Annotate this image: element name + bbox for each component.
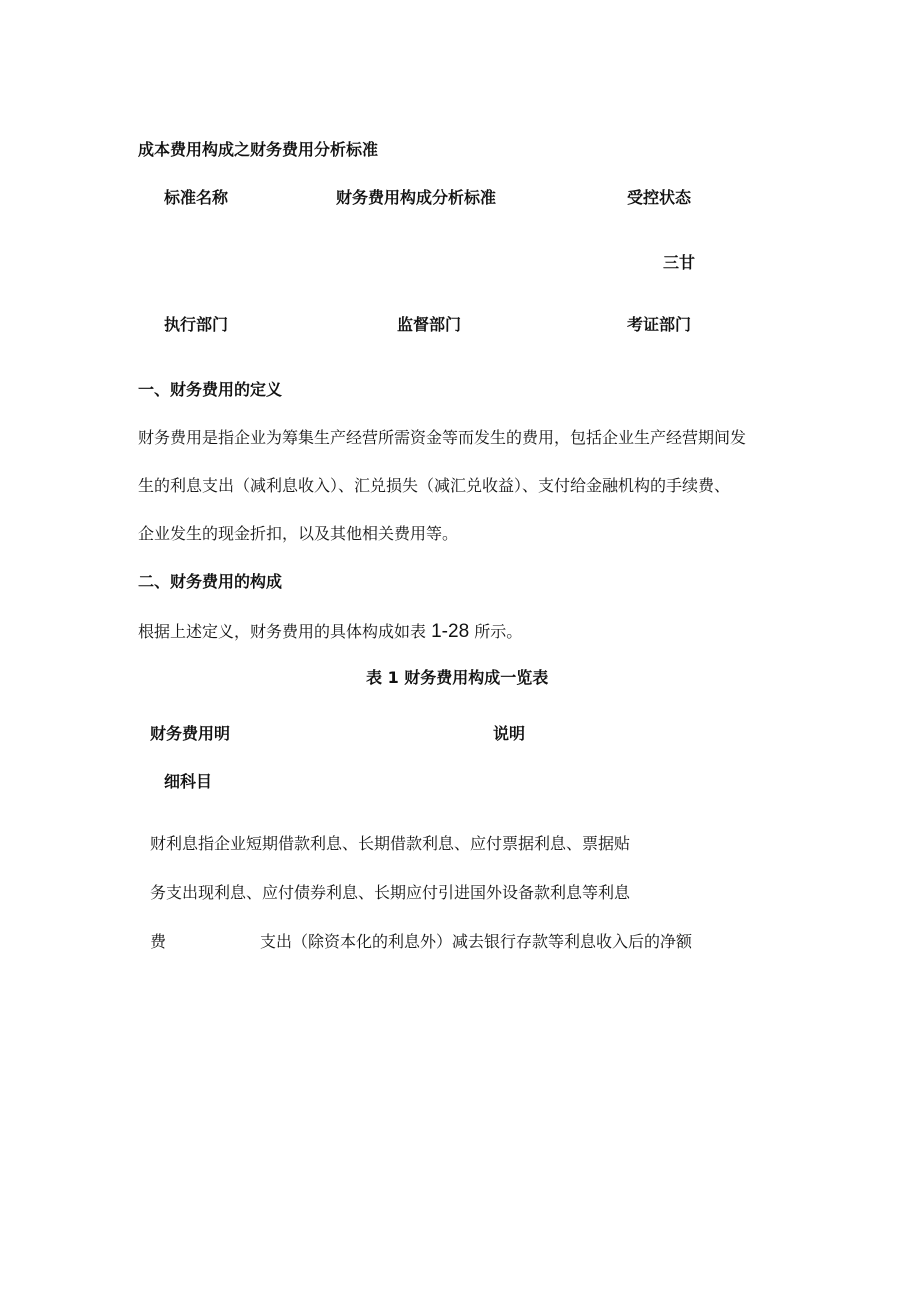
- section2-intro-text: 根据上述定义，财务费用的具体构成如表: [138, 622, 427, 641]
- header-standard-name-label: 标准名称: [164, 188, 229, 207]
- section2-intro: [138, 622, 522, 641]
- section2-heading: 二、财务费用的构成: [138, 572, 283, 591]
- table-header-description: 说明: [493, 724, 526, 743]
- document-title: 成本费用构成之财务费用分析标准: [138, 140, 379, 159]
- section1-paragraph-line: 企业发生的现金折扣，以及其他相关费用等。: [138, 524, 459, 543]
- header-executing-dept-label: 执行部门: [164, 315, 229, 334]
- table-caption: 表 1 财务费用构成一览表: [366, 668, 549, 687]
- header-verifying-dept-label: 考证部门: [627, 315, 692, 334]
- section1-paragraph-line: 财务费用是指企业为筹集生产经营所需资金等而发生的费用，包括企业生产经营期间发: [138, 428, 747, 447]
- header-standard-name-value: 财务费用构成分析标准: [336, 188, 497, 207]
- table-header-category-continued: 细科目: [164, 772, 213, 791]
- section2-intro-suffix: 所示。: [474, 622, 523, 641]
- table-row-line: 支出（除资本化的利息外）减去银行存款等利息收入后的净额: [260, 932, 693, 951]
- header-control-status-value: 三甘: [663, 253, 696, 272]
- section1-heading: 一、财务费用的定义: [138, 380, 283, 399]
- header-supervising-dept-label: 监督部门: [397, 315, 462, 334]
- table-row-line: 财利息指企业短期借款利息、长期借款利息、应付票据利息、票据贴: [150, 834, 631, 853]
- table-reference-number: 1-28: [431, 621, 470, 642]
- table-row-category-end: 费: [150, 932, 167, 951]
- table-row-line: 务支出现利息、应付债券利息、长期应付引进国外设备款利息等利息: [150, 883, 631, 902]
- table-header-category: 财务费用明: [150, 724, 231, 743]
- header-control-status-label: 受控状态: [627, 188, 692, 207]
- section1-paragraph-line: 生的利息支出（减利息收入）、汇兑损失（减汇兑收益）、支付给金融机构的手续费、: [138, 476, 731, 495]
